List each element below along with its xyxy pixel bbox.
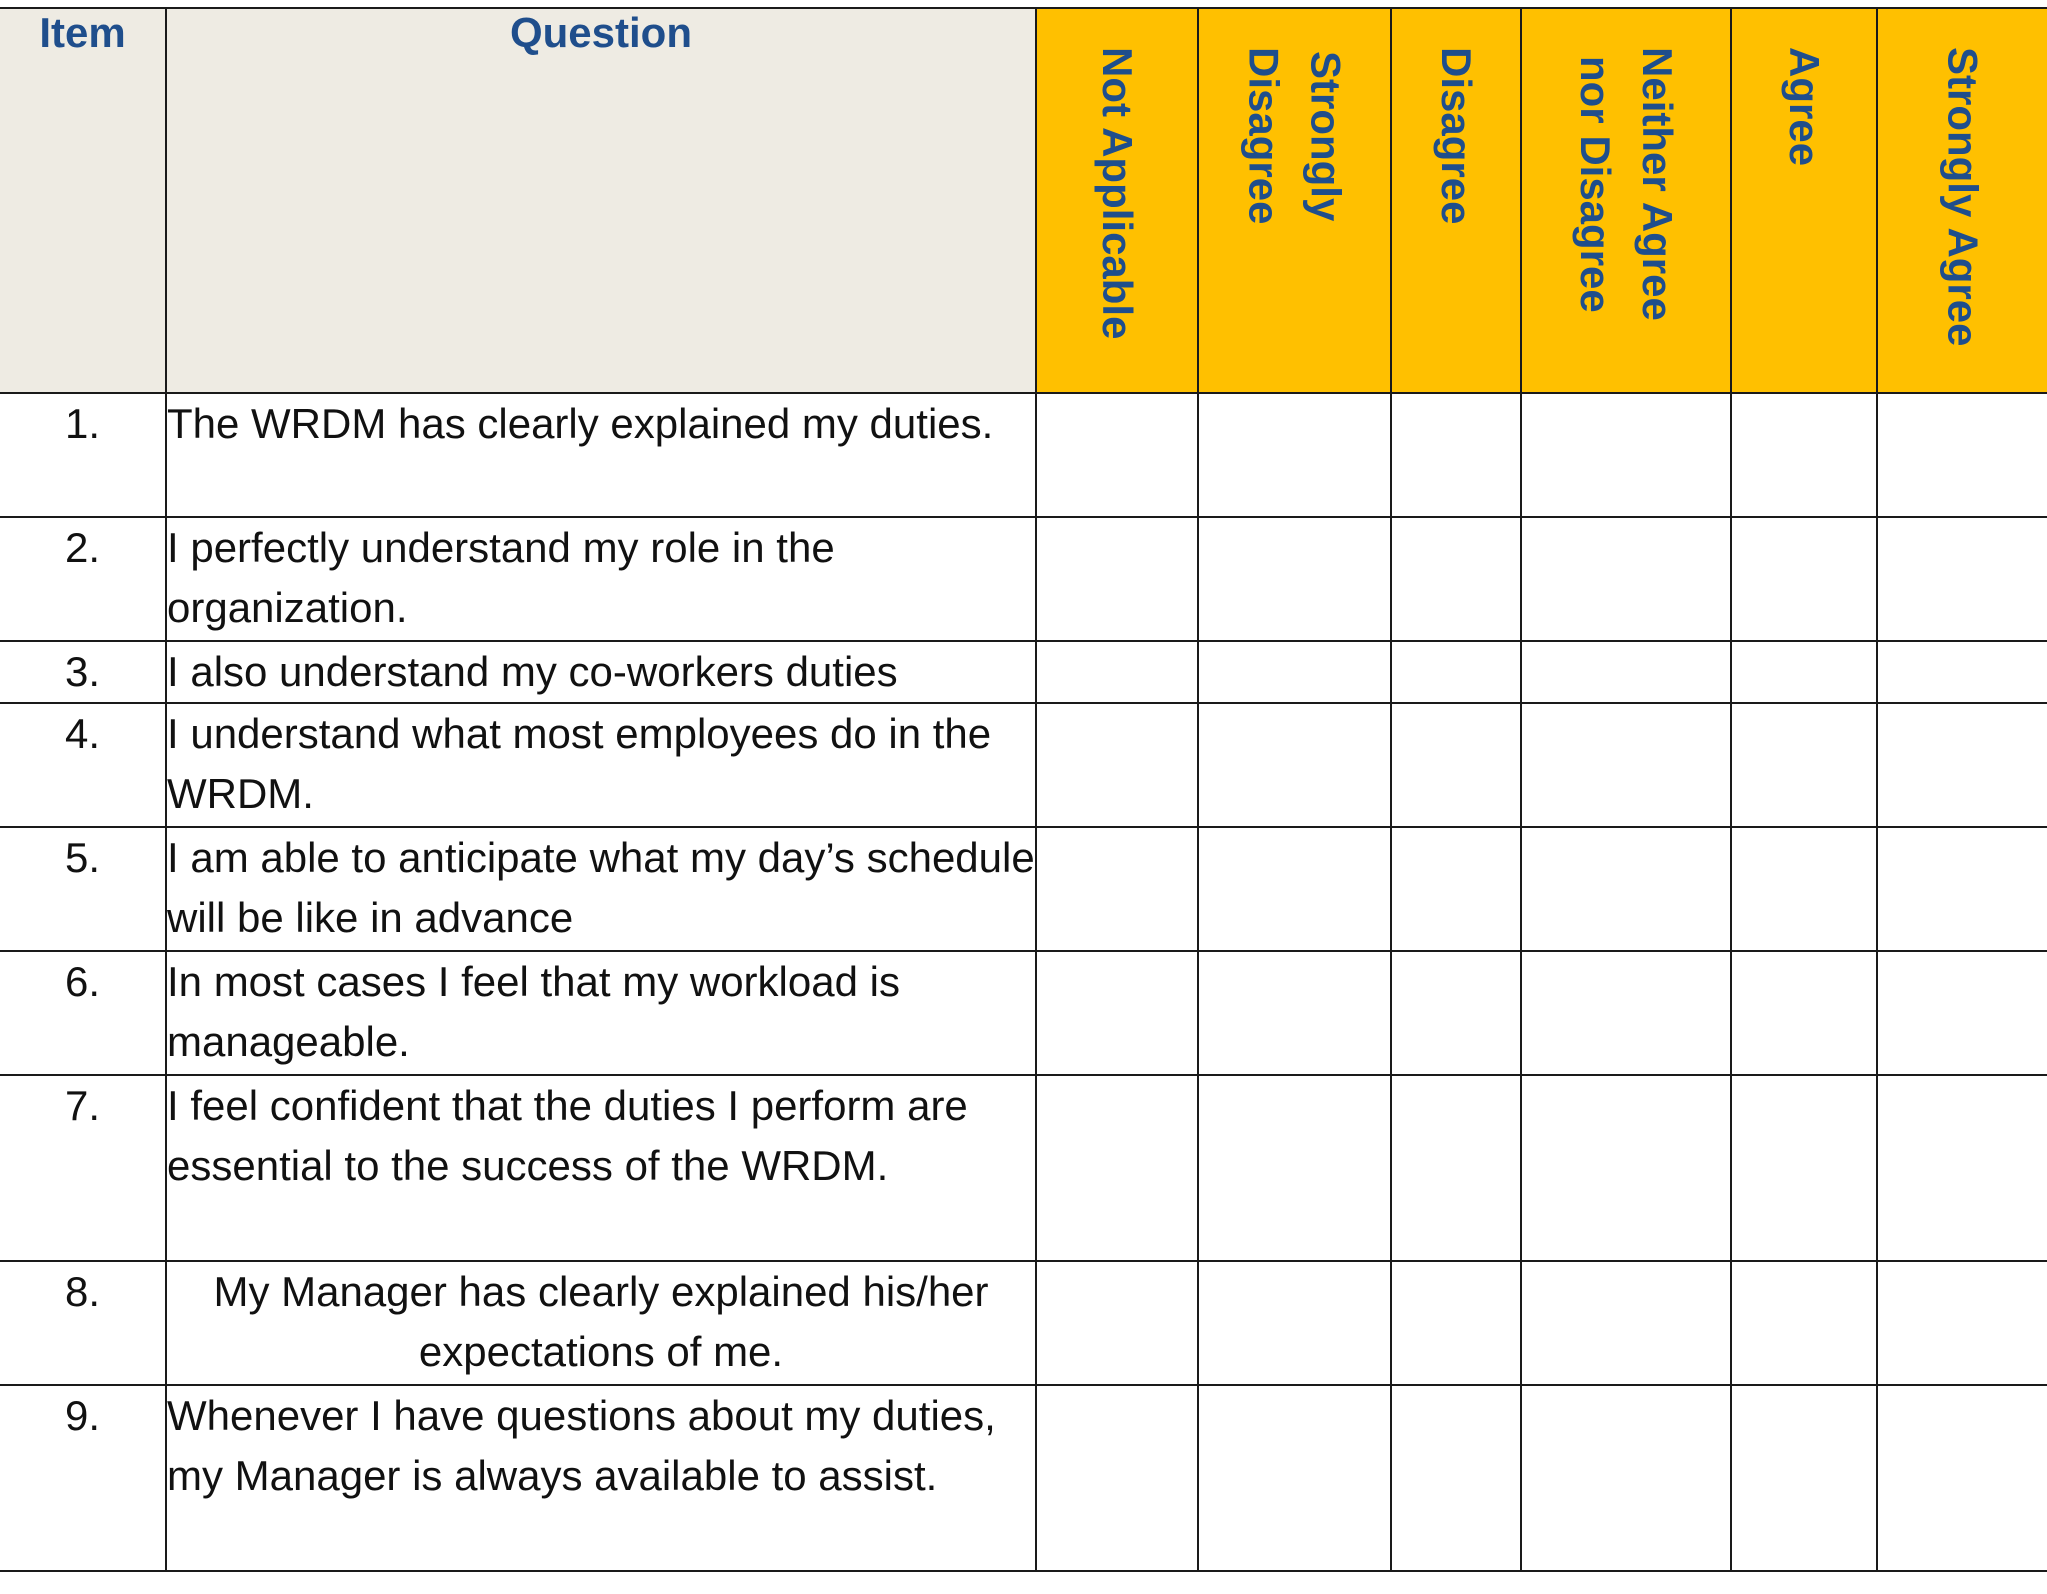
response-cell-strongly-agree[interactable]	[1877, 1075, 2047, 1261]
response-cell-not-applicable[interactable]	[1036, 1385, 1198, 1571]
response-cell-not-applicable[interactable]	[1036, 517, 1198, 641]
table-row	[0, 1261, 2047, 1385]
item-number: 3.	[0, 641, 166, 703]
table-row	[0, 1075, 2047, 1261]
response-cell-agree[interactable]	[1731, 703, 1877, 827]
response-cell-disagree[interactable]	[1391, 703, 1521, 827]
question-text: I understand what most employees do in the WRDM.	[166, 703, 1036, 827]
scale-label: Not Applicable	[1094, 47, 1141, 340]
scale-label: Neither Agree nor Disagree	[1572, 47, 1681, 321]
response-cell-not-applicable[interactable]	[1036, 641, 1198, 703]
table-row	[0, 641, 2047, 703]
table-row	[0, 703, 2047, 827]
response-cell-not-applicable[interactable]	[1036, 951, 1198, 1075]
table-row	[0, 393, 2047, 517]
response-cell-strongly-agree[interactable]	[1877, 1261, 2047, 1385]
item-number: 9.	[0, 1385, 166, 1571]
scale-header-agree	[1731, 8, 1877, 393]
response-cell-agree[interactable]	[1731, 951, 1877, 1075]
question-text: I also understand my co-workers duties	[166, 641, 1036, 703]
response-cell-disagree[interactable]	[1391, 827, 1521, 951]
response-cell-strongly-disagree[interactable]	[1198, 703, 1391, 827]
response-cell-strongly-disagree[interactable]	[1198, 1075, 1391, 1261]
question-text: I am able to anticipate what my day’s schedule will be like in advance	[166, 827, 1036, 951]
item-number: 8.	[0, 1261, 166, 1385]
table-row	[0, 951, 2047, 1075]
scale-header-disagree	[1391, 8, 1521, 393]
response-cell-not-applicable[interactable]	[1036, 393, 1198, 517]
question-text: The WRDM has clearly explained my duties.	[166, 393, 1036, 517]
response-cell-strongly-disagree[interactable]	[1198, 1261, 1391, 1385]
response-cell-strongly-disagree[interactable]	[1198, 641, 1391, 703]
table-row	[0, 517, 2047, 641]
response-cell-strongly-disagree[interactable]	[1198, 1385, 1391, 1571]
response-cell-disagree[interactable]	[1391, 517, 1521, 641]
scale-label: Agree	[1781, 47, 1828, 167]
response-cell-strongly-agree[interactable]	[1877, 1385, 2047, 1571]
response-cell-agree[interactable]	[1731, 393, 1877, 517]
response-cell-disagree[interactable]	[1391, 393, 1521, 517]
response-cell-strongly-agree[interactable]	[1877, 951, 2047, 1075]
response-cell-disagree[interactable]	[1391, 1075, 1521, 1261]
table-row	[0, 1385, 2047, 1571]
response-cell-not-applicable[interactable]	[1036, 703, 1198, 827]
response-cell-neither[interactable]	[1521, 641, 1731, 703]
item-number: 5.	[0, 827, 166, 951]
response-cell-strongly-disagree[interactable]	[1198, 393, 1391, 517]
question-text: My Manager has clearly explained his/her expectations of me.	[166, 1261, 1036, 1385]
response-cell-neither[interactable]	[1521, 1075, 1731, 1261]
header-row	[0, 8, 2047, 393]
table-row	[0, 827, 2047, 951]
item-number: 6.	[0, 951, 166, 1075]
response-cell-neither[interactable]	[1521, 703, 1731, 827]
survey-table	[0, 7, 2047, 1572]
scale-label: Disagree	[1433, 47, 1480, 225]
response-cell-disagree[interactable]	[1391, 1261, 1521, 1385]
question-text: Whenever I have questions about my duties, my Manager is always available to assist.	[166, 1385, 1036, 1571]
question-text: I perfectly understand my role in the organization.	[166, 517, 1036, 641]
scale-header-strongly-agree	[1877, 8, 2047, 393]
question-text: I feel confident that the duties I perform are essential to the success of the WRDM.	[166, 1075, 1036, 1261]
response-cell-not-applicable[interactable]	[1036, 1261, 1198, 1385]
response-cell-neither[interactable]	[1521, 951, 1731, 1075]
response-cell-agree[interactable]	[1731, 1075, 1877, 1261]
response-cell-strongly-agree[interactable]	[1877, 827, 2047, 951]
response-cell-neither[interactable]	[1521, 517, 1731, 641]
item-number: 7.	[0, 1075, 166, 1261]
scale-header-not-applicable	[1036, 8, 1198, 393]
response-cell-strongly-disagree[interactable]	[1198, 517, 1391, 641]
response-cell-strongly-agree[interactable]	[1877, 393, 2047, 517]
question-text: In most cases I feel that my workload is manageable.	[166, 951, 1036, 1075]
response-cell-agree[interactable]	[1731, 517, 1877, 641]
response-cell-neither[interactable]	[1521, 1385, 1731, 1571]
item-number: 4.	[0, 703, 166, 827]
response-cell-neither[interactable]	[1521, 827, 1731, 951]
response-cell-strongly-agree[interactable]	[1877, 703, 2047, 827]
scale-header-strongly-disagree	[1198, 8, 1391, 393]
response-cell-neither[interactable]	[1521, 393, 1731, 517]
response-cell-strongly-disagree[interactable]	[1198, 951, 1391, 1075]
response-cell-strongly-agree[interactable]	[1877, 641, 2047, 703]
response-cell-disagree[interactable]	[1391, 641, 1521, 703]
response-cell-agree[interactable]	[1731, 1385, 1877, 1571]
response-cell-agree[interactable]	[1731, 1261, 1877, 1385]
item-number: 1.	[0, 393, 166, 517]
response-cell-disagree[interactable]	[1391, 951, 1521, 1075]
response-cell-strongly-agree[interactable]	[1877, 517, 2047, 641]
scale-label: Strongly Disagree	[1240, 47, 1350, 225]
response-cell-not-applicable[interactable]	[1036, 1075, 1198, 1261]
response-cell-disagree[interactable]	[1391, 1385, 1521, 1571]
item-number: 2.	[0, 517, 166, 641]
question-header: Question	[166, 8, 1036, 393]
response-cell-agree[interactable]	[1731, 641, 1877, 703]
scale-header-neither	[1521, 8, 1731, 393]
response-cell-agree[interactable]	[1731, 827, 1877, 951]
response-cell-not-applicable[interactable]	[1036, 827, 1198, 951]
response-cell-neither[interactable]	[1521, 1261, 1731, 1385]
item-header: Item	[0, 8, 166, 393]
scale-label: Strongly Agree	[1939, 47, 1987, 347]
response-cell-strongly-disagree[interactable]	[1198, 827, 1391, 951]
